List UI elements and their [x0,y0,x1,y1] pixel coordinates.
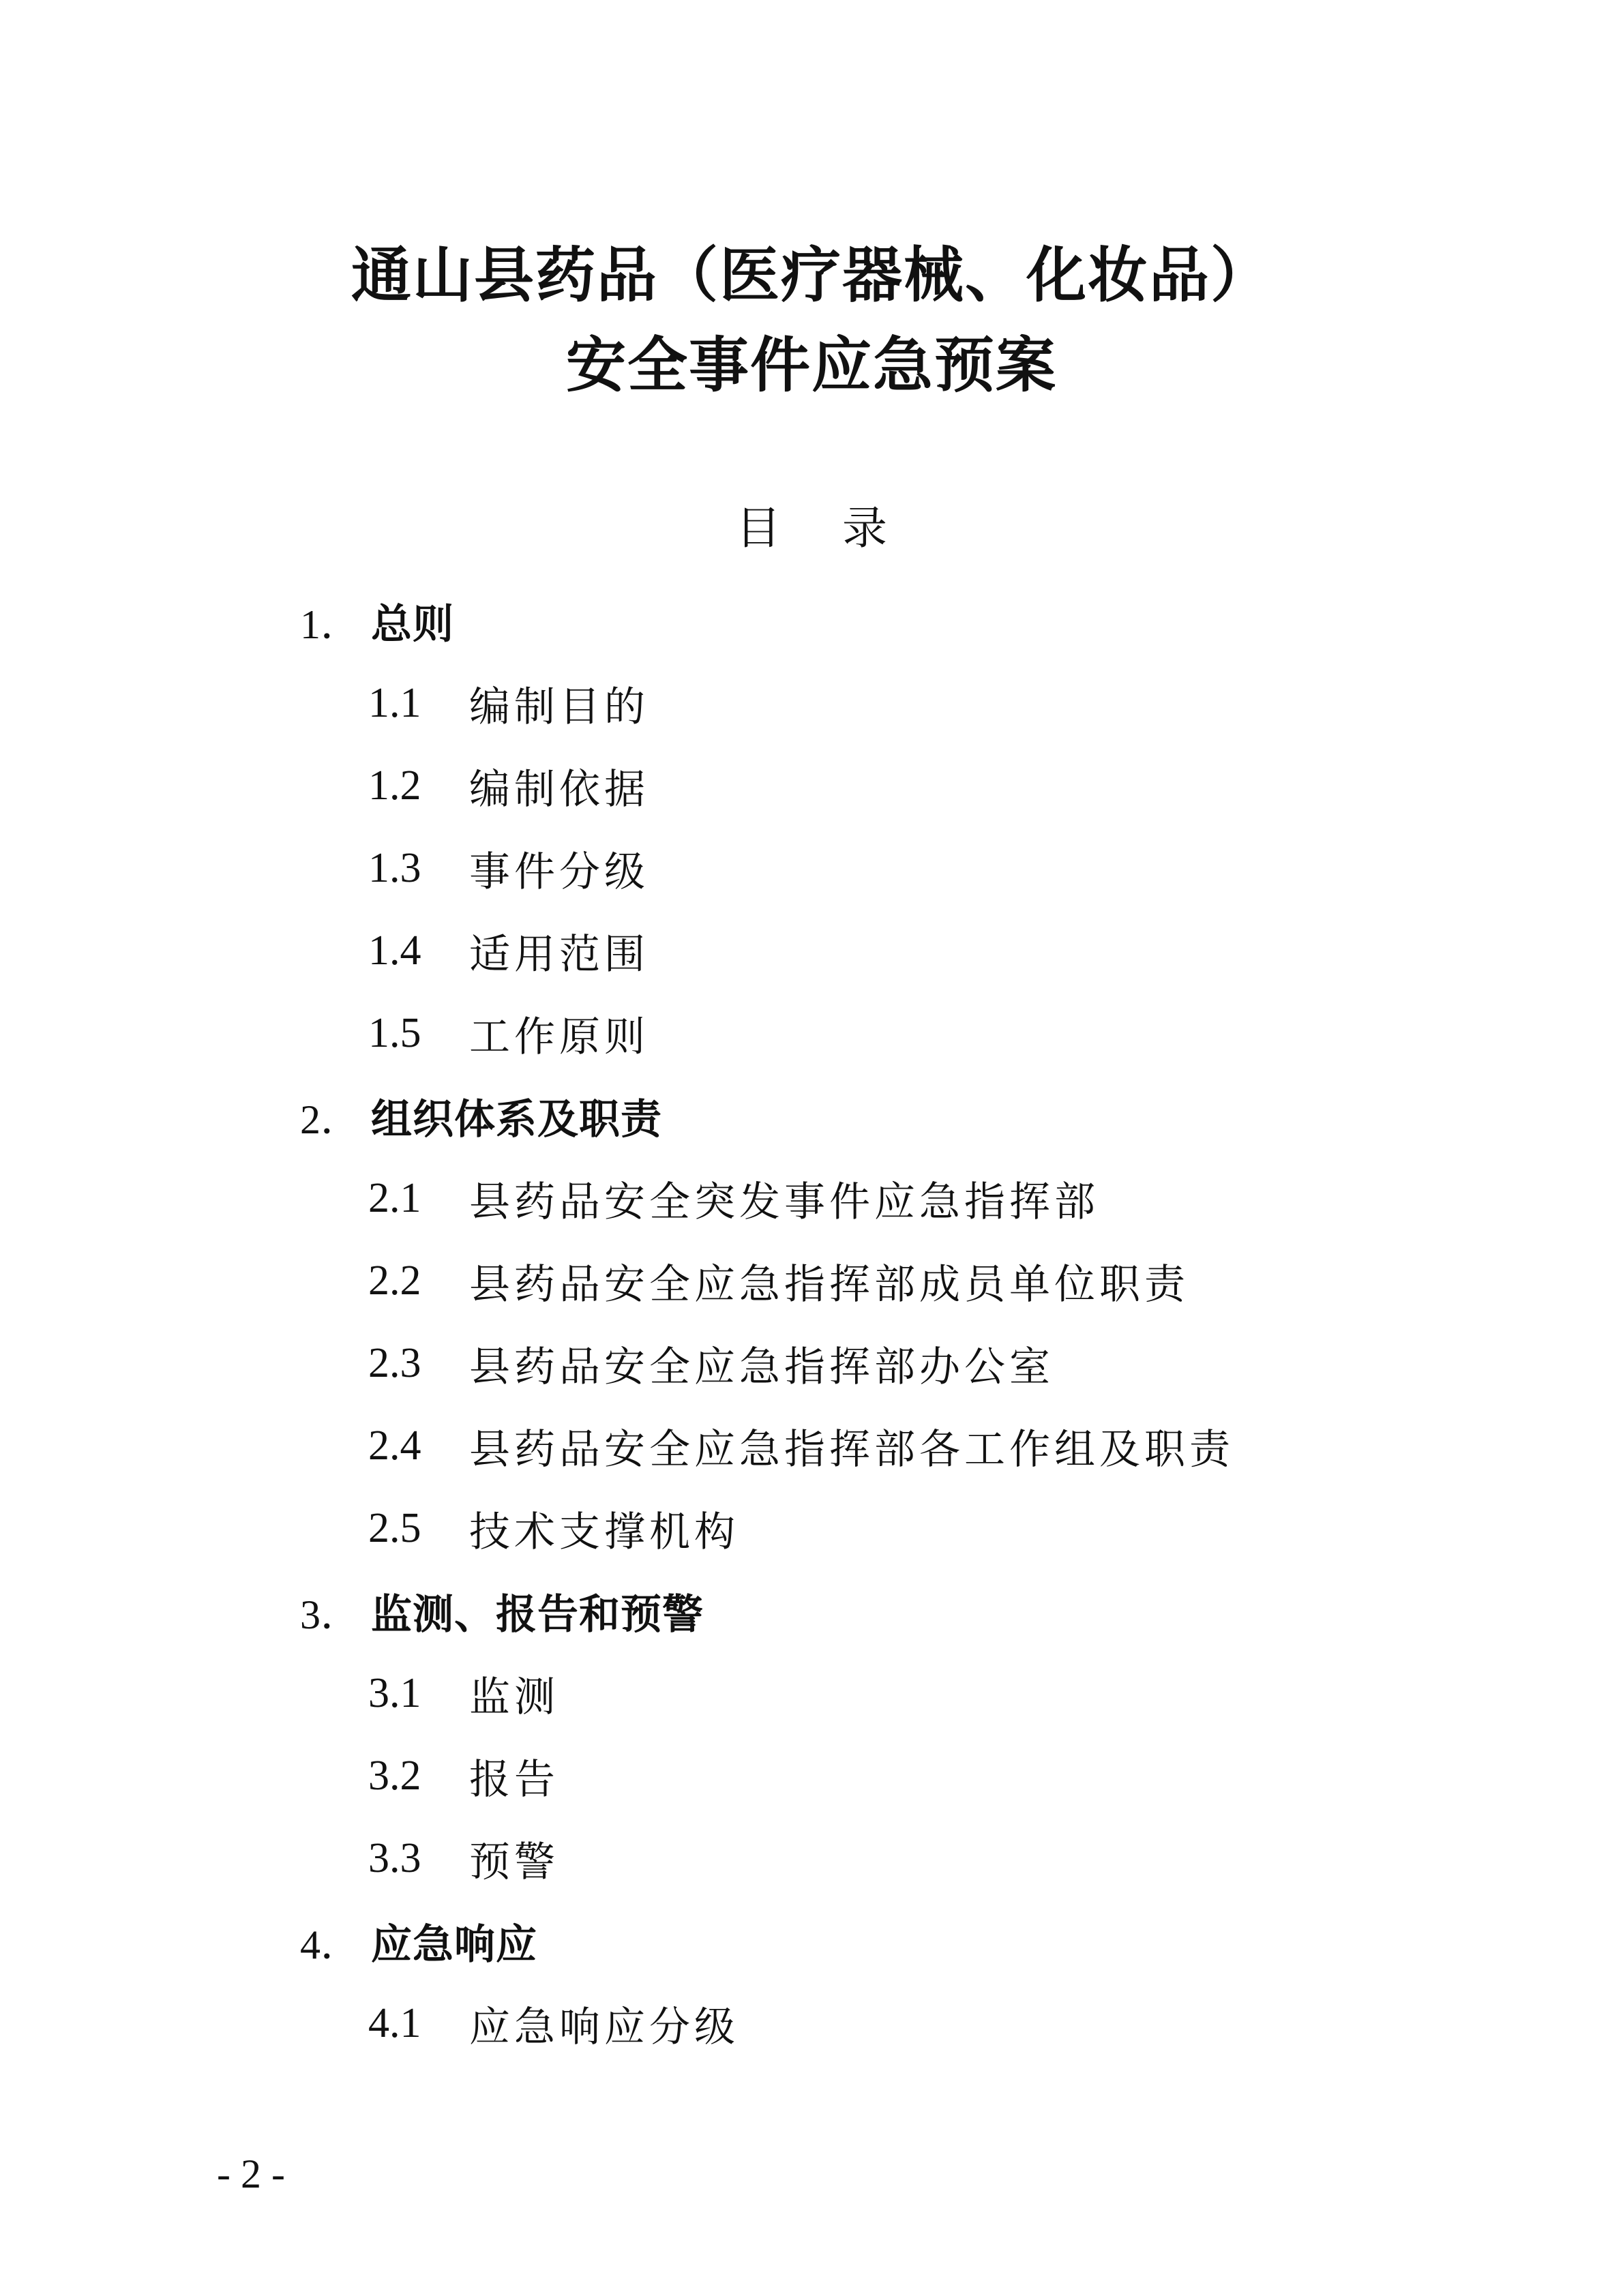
toc-item-text: 监测 [469,1673,559,1721]
toc-item-number: 2.3 [368,1340,421,1386]
toc-item-text: 监测、报告和预警 [371,1590,704,1639]
toc-section [300,1075,1391,1157]
toc-section [300,580,1391,662]
document-title [0,230,1623,411]
toc-heading [0,498,1623,559]
toc-item-text: 县药品安全突发事件应急指挥部 [469,1178,1099,1226]
toc-item-text: 应急响应分级 [469,2003,739,2051]
toc-item-number: 3.1 [368,1670,421,1716]
toc-item-text: 应急响应 [371,1920,537,1969]
toc-section [300,1570,1391,1652]
toc-subsection [300,1982,1391,2065]
toc-section [300,1900,1391,1982]
table-of-contents [300,580,1391,2065]
toc-item-number: 1.5 [368,1010,421,1056]
toc-subsection [300,992,1391,1075]
toc-subsection [300,910,1391,992]
toc-subsection [300,1735,1391,1817]
toc-item-number: 3.2 [368,1753,421,1799]
toc-item-text: 组织体系及职责 [371,1095,662,1144]
toc-item-text: 编制目的 [469,683,649,731]
toc-item-text: 事件分级 [469,848,649,896]
toc-subsection [300,1322,1391,1405]
toc-item-number: 1.3 [368,845,421,891]
toc-item-number: 4． [300,1922,361,1967]
toc-item-text: 预警 [469,1838,559,1886]
toc-item-text: 县药品安全应急指挥部办公室 [469,1343,1054,1391]
toc-item-number: 1.4 [368,927,421,974]
toc-item-number: 3.3 [368,1835,421,1881]
toc-heading-char-1: 目 [736,502,781,554]
toc-subsection [300,1817,1391,1900]
toc-item-text: 适用范围 [469,930,649,979]
toc-subsection [300,1487,1391,1570]
toc-item-number: 2.4 [368,1422,421,1469]
toc-item-text: 编制依据 [469,765,649,814]
toc-item-text: 技术支撑机构 [469,1508,739,1556]
toc-subsection [300,1405,1391,1487]
title-line-2: 安全事件应急预案 [565,330,1057,400]
toc-item-text: 报告 [469,1755,559,1804]
toc-item-number: 2.1 [368,1175,421,1221]
toc-item-text: 总则 [371,600,454,648]
title-line-1: 通山县药品（医疗器械、化妆品） [351,240,1272,310]
toc-item-number: 1.2 [368,762,421,809]
toc-subsection [300,1652,1391,1735]
toc-item-number: 2． [300,1097,361,1142]
toc-item-number: 2.2 [368,1257,421,1304]
toc-subsection [300,745,1391,827]
toc-subsection [300,827,1391,910]
toc-heading-char-2: 录 [842,502,887,554]
toc-item-number: 2.5 [368,1505,421,1551]
toc-subsection [300,1157,1391,1240]
toc-item-text: 工作原则 [469,1013,649,1061]
toc-item-text: 县药品安全应急指挥部各工作组及职责 [469,1425,1234,1474]
toc-item-text: 县药品安全应急指挥部成员单位职责 [469,1260,1189,1309]
toc-item-number: 4.1 [368,2000,421,2046]
toc-subsection [300,662,1391,745]
toc-subsection [300,1240,1391,1322]
toc-item-number: 3． [300,1592,361,1637]
page-number: - 2 - [217,2151,285,2196]
toc-item-number: 1.1 [368,680,421,726]
toc-item-number: 1． [300,601,361,647]
